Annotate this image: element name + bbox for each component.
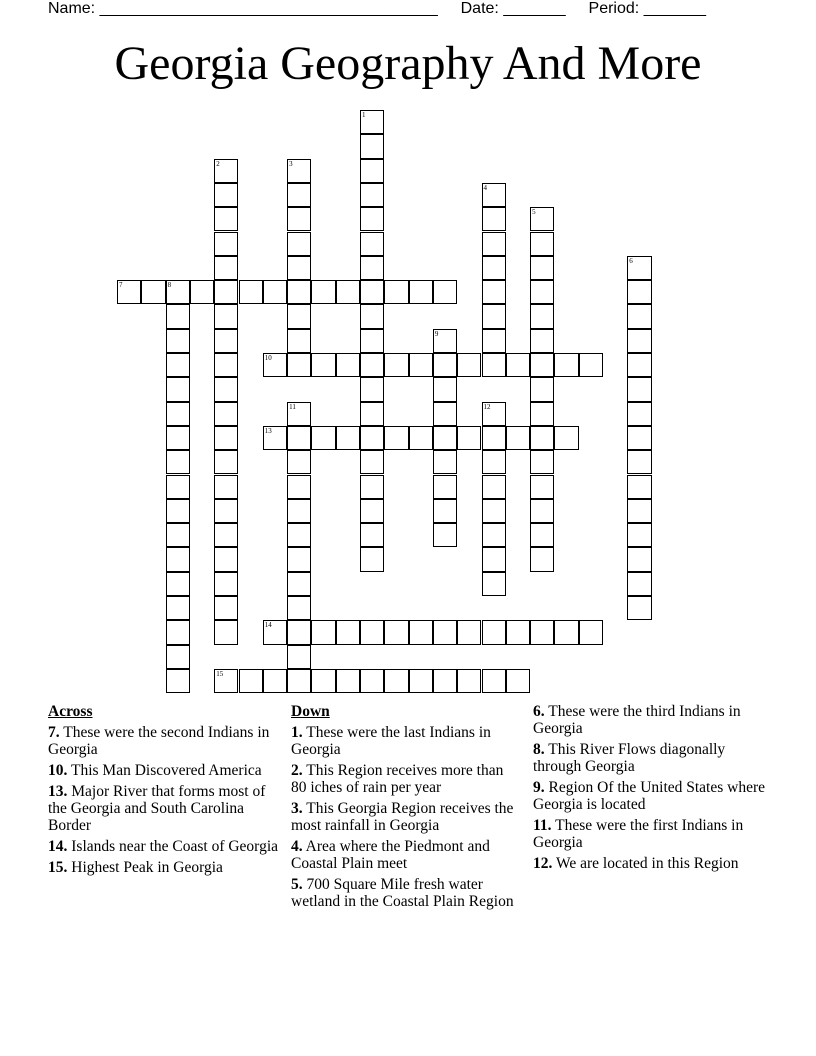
crossword-cell[interactable]	[166, 669, 190, 693]
crossword-cell[interactable]	[482, 280, 506, 304]
crossword-cell[interactable]	[263, 353, 287, 377]
crossword-cell[interactable]	[554, 426, 578, 450]
clue-number: 3	[289, 159, 293, 168]
crossword-cell[interactable]	[360, 353, 384, 377]
clue-item-text: Area where the Piedmont and Coastal Plain meet	[291, 838, 490, 872]
crossword-cell[interactable]	[482, 620, 506, 644]
crossword-cell[interactable]	[287, 256, 311, 280]
crossword-cell[interactable]	[214, 450, 238, 474]
crossword-cell[interactable]	[627, 329, 651, 353]
clue-number: 15	[216, 669, 224, 678]
crossword-cell[interactable]	[530, 377, 554, 401]
clue-item-text: Major River that forms most of the Georgia and South Carolina Border	[48, 783, 266, 834]
period-label: Period:	[588, 0, 640, 17]
crossword-cell[interactable]	[360, 402, 384, 426]
crossword-cell[interactable]	[482, 183, 506, 207]
crossword-cell[interactable]	[214, 377, 238, 401]
crossword-cell[interactable]	[360, 232, 384, 256]
clue-number: 10	[264, 354, 272, 362]
crossword-cell[interactable]	[287, 645, 311, 669]
crossword-cell[interactable]	[166, 475, 190, 499]
crossword-cell[interactable]	[627, 280, 651, 304]
crossword-cell[interactable]	[433, 620, 457, 644]
clue-number: 8	[167, 281, 172, 290]
down-heading: Down	[291, 703, 330, 720]
name-label: Name:	[48, 0, 96, 17]
clue-item	[533, 779, 773, 813]
crossword-cell[interactable]	[433, 426, 457, 450]
crossword-cell[interactable]	[166, 547, 190, 571]
crossword-cell[interactable]	[530, 329, 554, 353]
crossword-cell[interactable]	[214, 523, 238, 547]
crossword-cell[interactable]	[336, 620, 360, 644]
crossword-cell[interactable]	[166, 304, 190, 328]
clue-item-text: These were the second Indians in Georgia	[48, 724, 270, 758]
crossword-cell[interactable]	[627, 256, 651, 280]
crossword-cell[interactable]	[287, 329, 311, 353]
down-clues-continued	[533, 703, 773, 876]
crossword-cell[interactable]	[433, 402, 457, 426]
clue-item-text: 700 Square Mile fresh water wetland in the Coastal Plain Region	[291, 876, 514, 910]
clue-item-number: 11.	[533, 817, 552, 834]
clue-item-text: Islands near the Coast of Georgia	[71, 838, 279, 855]
clue-item-text: These were the third Indians in Georgia	[533, 703, 741, 737]
crossword-cell[interactable]	[214, 596, 238, 620]
name-blank[interactable]: ______________________________________	[99, 0, 438, 17]
crossword-cell[interactable]	[482, 256, 506, 280]
crossword-cell[interactable]	[530, 620, 554, 644]
crossword-cell[interactable]	[263, 426, 287, 450]
crossword-cell[interactable]	[166, 377, 190, 401]
clue-item	[291, 876, 516, 910]
crossword-cell[interactable]	[409, 353, 433, 377]
clue-item	[533, 817, 773, 851]
clue-item-number: 13.	[48, 783, 68, 800]
crossword-cell[interactable]	[336, 426, 360, 450]
crossword-cell[interactable]	[287, 572, 311, 596]
crossword-cell[interactable]	[287, 232, 311, 256]
crossword-cell[interactable]	[360, 304, 384, 328]
crossword-cell[interactable]	[287, 596, 311, 620]
clue-item	[291, 838, 516, 872]
crossword-cell[interactable]	[214, 499, 238, 523]
crossword-cell[interactable]	[579, 353, 603, 377]
crossword-cell[interactable]	[311, 353, 335, 377]
crossword-cell[interactable]	[360, 426, 384, 450]
crossword-cell[interactable]	[384, 620, 408, 644]
crossword-cell[interactable]	[287, 207, 311, 231]
clue-item-text: Highest Peak in Georgia	[71, 859, 223, 876]
crossword-cell[interactable]	[627, 475, 651, 499]
crossword-cell[interactable]	[482, 353, 506, 377]
crossword-cell[interactable]	[482, 304, 506, 328]
crossword-cell[interactable]	[409, 426, 433, 450]
clue-item-number: 1.	[291, 724, 303, 741]
crossword-cell[interactable]	[214, 304, 238, 328]
crossword-cell[interactable]	[627, 596, 651, 620]
crossword-cell[interactable]	[457, 620, 481, 644]
crossword-cell[interactable]	[530, 304, 554, 328]
crossword-cell[interactable]	[506, 353, 530, 377]
clue-item	[48, 838, 278, 855]
down-clues	[291, 703, 516, 914]
crossword-cell[interactable]	[214, 475, 238, 499]
clue-item-number: 7.	[48, 724, 60, 741]
clue-number: 14	[264, 621, 272, 630]
crossword-cell[interactable]	[360, 523, 384, 547]
clue-item-text: These were the first Indians in Georgia	[533, 817, 744, 851]
crossword-cell[interactable]	[166, 280, 190, 304]
clue-item-text: We are located in this Region	[555, 855, 739, 872]
crossword-cell[interactable]	[214, 547, 238, 571]
crossword-cell[interactable]	[482, 450, 506, 474]
crossword-cell[interactable]	[433, 499, 457, 523]
crossword-cell[interactable]	[579, 620, 603, 644]
crossword-cell[interactable]	[530, 256, 554, 280]
clue-number: 5	[532, 208, 536, 217]
crossword-cell[interactable]	[214, 402, 238, 426]
clue-item	[291, 762, 516, 796]
crossword-cell[interactable]	[530, 499, 554, 523]
across-clues	[48, 703, 278, 880]
crossword-cell[interactable]	[214, 159, 238, 183]
crossword-cell[interactable]	[482, 402, 506, 426]
clue-item-text: This Region receives more than 80 iches of rain per year	[291, 762, 504, 796]
clue-item	[533, 703, 773, 737]
crossword-cell[interactable]	[360, 377, 384, 401]
clue-item	[48, 762, 278, 779]
clue-item-text: Region Of the United States where Georgia is located	[533, 779, 766, 813]
crossword-cell[interactable]	[530, 547, 554, 571]
crossword-cell[interactable]	[214, 329, 238, 353]
crossword-cell[interactable]	[360, 207, 384, 231]
clue-number: 12	[483, 402, 491, 411]
clue-item-number: 3.	[291, 800, 303, 817]
crossword-cell[interactable]	[482, 207, 506, 231]
crossword-cell[interactable]	[554, 620, 578, 644]
clue-item	[291, 800, 516, 834]
crossword-cell[interactable]	[287, 280, 311, 304]
crossword-cell[interactable]	[166, 645, 190, 669]
crossword-cell[interactable]	[263, 669, 287, 693]
crossword-cell[interactable]	[627, 499, 651, 523]
date-blank[interactable]: _______	[503, 0, 566, 17]
clue-item-number: 8.	[533, 741, 545, 758]
crossword-cell[interactable]	[360, 159, 384, 183]
crossword-cell[interactable]	[214, 620, 238, 644]
crossword-cell[interactable]	[336, 353, 360, 377]
crossword-cell[interactable]	[360, 620, 384, 644]
clue-number: 2	[216, 159, 220, 168]
clue-item	[48, 783, 278, 834]
clue-number: 1	[362, 111, 366, 119]
crossword-cell[interactable]	[530, 353, 554, 377]
crossword-cell[interactable]	[482, 232, 506, 256]
crossword-cell[interactable]	[433, 475, 457, 499]
crossword-cell[interactable]	[166, 402, 190, 426]
crossword-cell[interactable]	[360, 134, 384, 158]
period-blank[interactable]: _______	[643, 0, 706, 17]
crossword-cell[interactable]	[384, 669, 408, 693]
crossword-cell[interactable]	[530, 450, 554, 474]
crossword-cell[interactable]	[287, 402, 311, 426]
clue-item-number: 10.	[48, 762, 68, 779]
clue-number: 4	[483, 183, 487, 192]
crossword-cell[interactable]	[506, 426, 530, 450]
crossword-cell[interactable]	[530, 475, 554, 499]
crossword-cell[interactable]	[627, 572, 651, 596]
crossword-cell[interactable]	[457, 426, 481, 450]
clue-item-number: 9.	[533, 779, 545, 796]
clue-item	[291, 724, 516, 758]
crossword-cell[interactable]	[360, 110, 384, 134]
crossword-cell[interactable]	[214, 669, 238, 693]
clue-number: 6	[629, 256, 633, 265]
crossword-cell[interactable]	[311, 280, 335, 304]
clue-item-text: This Man Discovered America	[70, 762, 262, 779]
crossword-cell[interactable]	[360, 256, 384, 280]
crossword-cell[interactable]	[457, 353, 481, 377]
crossword-cell[interactable]	[166, 523, 190, 547]
crossword-cell[interactable]	[287, 159, 311, 183]
crossword-cell[interactable]	[360, 329, 384, 353]
crossword-cell[interactable]	[482, 523, 506, 547]
crossword-cell[interactable]	[627, 547, 651, 571]
crossword-cell[interactable]	[482, 475, 506, 499]
crossword-cell[interactable]	[482, 547, 506, 571]
crossword-cell[interactable]	[384, 353, 408, 377]
crossword-cell[interactable]	[433, 329, 457, 353]
crossword-cell[interactable]	[482, 572, 506, 596]
crossword-cell[interactable]	[433, 377, 457, 401]
crossword-cell[interactable]	[214, 280, 238, 304]
crossword-cell[interactable]	[166, 353, 190, 377]
crossword-cell[interactable]	[287, 523, 311, 547]
crossword-cell[interactable]	[506, 620, 530, 644]
crossword-cell[interactable]	[384, 280, 408, 304]
crossword-cell[interactable]	[530, 402, 554, 426]
crossword-cell[interactable]	[287, 547, 311, 571]
crossword-cell[interactable]	[433, 450, 457, 474]
crossword-cell[interactable]	[433, 280, 457, 304]
crossword-cell[interactable]	[287, 183, 311, 207]
clue-item-number: 6.	[533, 703, 545, 720]
crossword-cell[interactable]	[239, 280, 263, 304]
crossword-cell[interactable]	[336, 669, 360, 693]
puzzle-title: Georgia Geography And More	[114, 37, 702, 90]
crossword-cell[interactable]	[214, 232, 238, 256]
crossword-cell[interactable]	[627, 450, 651, 474]
clue-item-number: 15.	[48, 859, 68, 876]
crossword-cell[interactable]	[166, 450, 190, 474]
crossword-cell[interactable]	[336, 280, 360, 304]
crossword-cell[interactable]	[214, 256, 238, 280]
crossword-cell[interactable]	[433, 669, 457, 693]
crossword-cell[interactable]	[360, 475, 384, 499]
crossword-cell[interactable]	[263, 280, 287, 304]
clue-number: 11	[289, 402, 296, 411]
crossword-cell[interactable]	[384, 426, 408, 450]
crossword-cell[interactable]	[287, 304, 311, 328]
clue-item-text: These were the last Indians in Georgia	[291, 724, 491, 758]
crossword-cell[interactable]	[287, 499, 311, 523]
clue-item	[533, 855, 773, 872]
crossword-cell[interactable]	[360, 183, 384, 207]
crossword-cell[interactable]	[627, 304, 651, 328]
crossword-cell[interactable]	[530, 207, 554, 231]
crossword-cell[interactable]	[360, 669, 384, 693]
crossword-cell[interactable]	[287, 620, 311, 644]
crossword-cell[interactable]	[530, 232, 554, 256]
clue-item-number: 5.	[291, 876, 303, 893]
date-label: Date:	[460, 0, 499, 17]
clue-item-number: 4.	[291, 838, 303, 855]
crossword-cell[interactable]	[506, 669, 530, 693]
crossword-cell[interactable]	[287, 450, 311, 474]
across-heading: Across	[48, 703, 93, 720]
crossword-cell[interactable]	[311, 426, 335, 450]
crossword-cell[interactable]	[530, 426, 554, 450]
crossword-cell[interactable]	[166, 596, 190, 620]
crossword-cell[interactable]	[530, 523, 554, 547]
crossword-cell[interactable]	[166, 620, 190, 644]
clue-item-text: This River Flows diagonally through Georgia	[533, 741, 726, 775]
crossword-cell[interactable]	[457, 669, 481, 693]
crossword-cell[interactable]	[433, 523, 457, 547]
clue-item-number: 2.	[291, 762, 303, 779]
crossword-cell[interactable]	[287, 426, 311, 450]
crossword-cell[interactable]	[627, 353, 651, 377]
crossword-cell[interactable]	[360, 499, 384, 523]
crossword-cell[interactable]	[409, 620, 433, 644]
clue-item	[48, 859, 278, 876]
crossword-cell[interactable]	[627, 402, 651, 426]
crossword-cell[interactable]	[214, 353, 238, 377]
crossword-cell[interactable]	[482, 426, 506, 450]
clue-number: 13	[264, 426, 272, 435]
crossword-cell[interactable]	[141, 280, 165, 304]
clue-number: 7	[119, 281, 123, 290]
crossword-cell[interactable]	[409, 669, 433, 693]
crossword-cell[interactable]	[214, 207, 238, 231]
crossword-cell[interactable]	[287, 353, 311, 377]
crossword-cell[interactable]	[287, 669, 311, 693]
crossword-cell[interactable]	[311, 620, 335, 644]
crossword-cell[interactable]	[409, 280, 433, 304]
crossword-cell[interactable]	[433, 353, 457, 377]
crossword-cell[interactable]	[530, 280, 554, 304]
crossword-cell[interactable]	[166, 572, 190, 596]
crossword-cell[interactable]	[214, 183, 238, 207]
crossword-cell[interactable]	[117, 280, 141, 304]
crossword-cell[interactable]	[166, 426, 190, 450]
clue-item-text: This Georgia Region receives the most rainfall in Georgia	[291, 800, 514, 834]
crossword-cell[interactable]	[263, 620, 287, 644]
clue-number: 9	[434, 329, 439, 338]
crossword-cell[interactable]	[311, 669, 335, 693]
crossword-cell[interactable]	[239, 669, 263, 693]
crossword-cell[interactable]	[360, 450, 384, 474]
crossword-cell[interactable]	[360, 280, 384, 304]
crossword-cell[interactable]	[482, 499, 506, 523]
clue-item	[533, 741, 773, 775]
crossword-cell[interactable]	[554, 353, 578, 377]
crossword-cell[interactable]	[214, 426, 238, 450]
crossword-cell[interactable]	[360, 547, 384, 571]
crossword-cell[interactable]	[190, 280, 214, 304]
crossword-cell[interactable]	[166, 499, 190, 523]
crossword-cell[interactable]	[627, 523, 651, 547]
crossword-cell[interactable]	[482, 329, 506, 353]
crossword-cell[interactable]	[287, 475, 311, 499]
clue-item	[48, 724, 278, 758]
crossword-cell[interactable]	[214, 572, 238, 596]
crossword-cell[interactable]	[166, 329, 190, 353]
crossword-cell[interactable]	[627, 426, 651, 450]
crossword-cell[interactable]	[482, 669, 506, 693]
clue-item-number: 14.	[48, 838, 68, 855]
clue-item-number: 12.	[533, 855, 553, 872]
crossword-cell[interactable]	[627, 377, 651, 401]
